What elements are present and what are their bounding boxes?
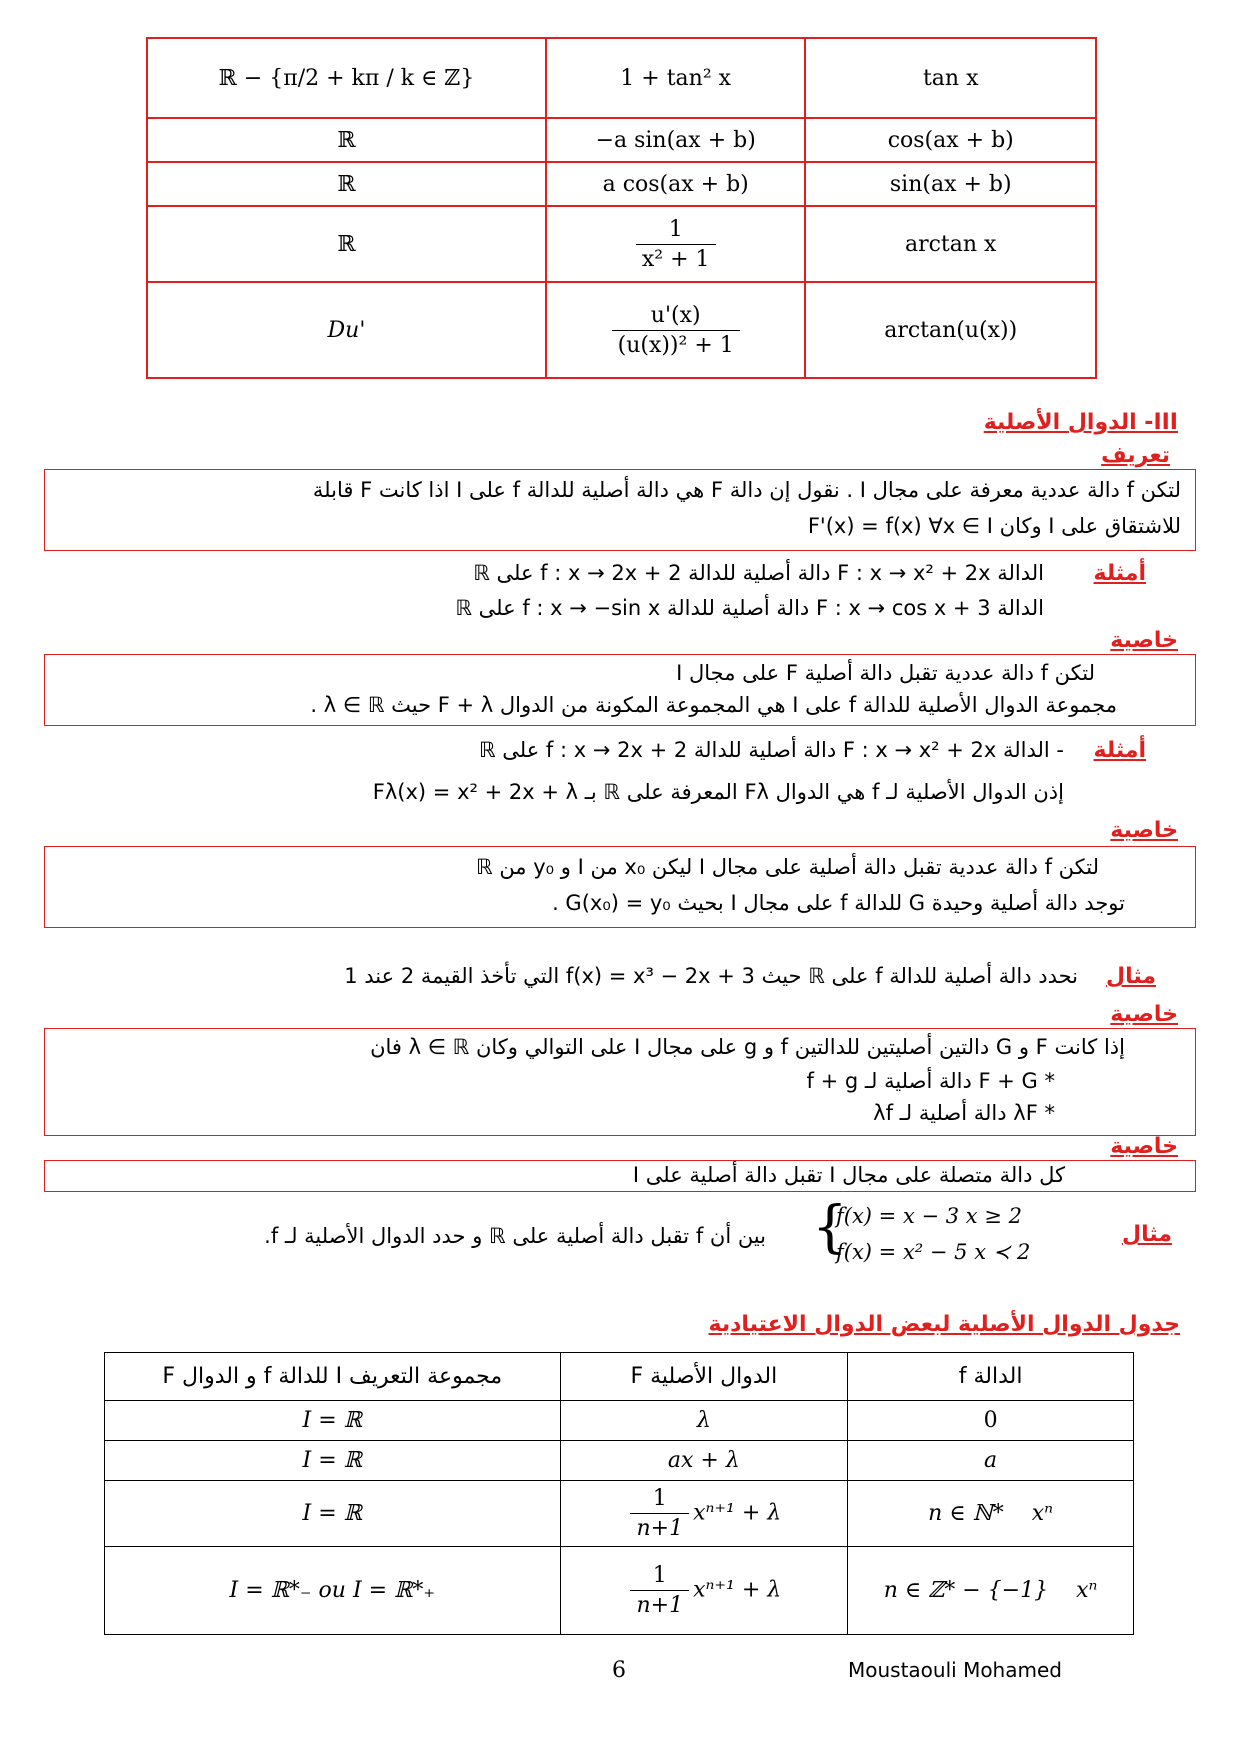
derivative-cell: 1 + tan² x [546, 38, 806, 118]
fraction: $\frac{u'(x)}{\text{(u(x))² + 1}}$ [612, 303, 740, 358]
table-row [105, 1547, 1134, 1635]
antiderivative-cell [560, 1547, 848, 1635]
function-condition: n ∈ ℕ* [928, 1501, 1004, 1526]
fraction: $\frac{1}{\text{x² + 1}}$ [636, 217, 716, 272]
system-case-1: f(x) = x − 3 x ≥ 2 [836, 1204, 1022, 1228]
derivative-cell: a cos(ax + b) [546, 162, 806, 206]
header-function: الدالة f [848, 1353, 1134, 1401]
table-row [147, 38, 1096, 118]
function-cell: tan x [805, 38, 1096, 118]
example-label: مثال [1122, 1222, 1172, 1247]
definition-line-2: للاشتقاق على I وكان F'(x) = f(x) ∀x ∈ I [807, 514, 1181, 538]
table-row [105, 1401, 1134, 1441]
property-line-3: * λF دالة أصلية لـ λf [873, 1101, 1055, 1125]
domain-cell: ℝ [147, 206, 546, 282]
function-cell: arctan(u(x)) [805, 282, 1096, 378]
antiderivative-cell: ax + λ [560, 1441, 848, 1481]
property-line-1: لتكن f دالة عددية تقبل دالة أصلية على مجال I ليكن x₀ من I و y₀ من ℝ [476, 855, 1099, 879]
function-cell [848, 1481, 1134, 1547]
domain-cell: I = ℝ*₋ ou I = ℝ*₊ [105, 1547, 561, 1635]
derivative-cell [546, 282, 806, 378]
function-cell [848, 1547, 1134, 1635]
function-cell: cos(ax + b) [805, 118, 1096, 162]
derivatives-table [146, 37, 1097, 379]
property-label: خاصية [1110, 818, 1178, 843]
antiderivative-rest: xⁿ⁺¹ + λ [693, 1577, 782, 1603]
example-line-2: إذن الدوال الأصلية لـ f هي الدوال Fλ المعرفة على ℝ بـ Fλ(x) = x² + 2x + λ [372, 780, 1064, 804]
definition-label: تعريف [1101, 443, 1170, 468]
function-condition: n ∈ ℤ* − {−1} [883, 1578, 1049, 1603]
author-name: Moustaouli Mohamed [848, 1658, 1062, 1682]
example-label: مثال [1106, 964, 1156, 989]
property-label: خاصية [1110, 628, 1178, 653]
property-box [44, 1028, 1196, 1136]
example-line-1: - الدالة F : x → x² + 2x دالة أصلية للدالة f : x → 2x + 2 على ℝ [478, 738, 1064, 762]
property-line-2: مجموعة الدوال الأصلية للدالة f على I هي المجموعة المكونة من الدوال F + λ حيث λ ∈ ℝ . [310, 693, 1117, 717]
derivative-cell [546, 206, 806, 282]
definition-line-1: لتكن f دالة عددية معرفة على مجال I . نقول إن دالة F هي دالة أصلية للدالة f على I اذا كانت F قابلة [312, 478, 1181, 502]
section-title: III- الدوال الأصلية [983, 410, 1178, 435]
definition-box [44, 469, 1196, 551]
table-row [147, 206, 1096, 282]
table-row [105, 1481, 1134, 1547]
property-line-2: توجد دالة أصلية وحيدة G للدالة f على مجال I بحيث G(x₀) = y₀ . [552, 891, 1125, 915]
function-cell: sin(ax + b) [805, 162, 1096, 206]
domain-cell: I = ℝ [105, 1481, 561, 1547]
antiderivative-rest: xⁿ⁺¹ + λ [693, 1500, 782, 1526]
property-label: خاصية [1110, 1002, 1178, 1027]
example-line-2: الدالة F : x → cos x + 3 دالة أصلية للدالة f : x → −sin x على ℝ [455, 596, 1044, 620]
table-row [105, 1441, 1134, 1481]
antiderivative-cell: λ [560, 1401, 848, 1441]
antiderivatives-table [104, 1352, 1134, 1635]
header-domain: مجموعة التعريف I للدالة f و الدوال F [105, 1353, 561, 1401]
header-antiderivative: الدوال الأصلية F [560, 1353, 848, 1401]
examples-label: أمثلة [1093, 738, 1146, 763]
function-expression: xⁿ [1031, 1501, 1054, 1526]
derivative-cell: −a sin(ax + b) [546, 118, 806, 162]
table-row [147, 118, 1096, 162]
table-row [147, 162, 1096, 206]
system-brace: { [812, 1195, 848, 1260]
function-cell: a [848, 1441, 1134, 1481]
property-box [44, 1160, 1196, 1192]
property-line-1: لتكن f دالة عددية تقبل دالة أصلية F على مجال I [676, 661, 1095, 685]
example-text: بين أن f تقبل دالة أصلية على ℝ و حدد الدوال الأصلية لـ f. [264, 1224, 766, 1248]
property-line-2: * F + G دالة أصلية لـ f + g [806, 1069, 1055, 1093]
table-title: جدول الدوال الأصلية لبعض الدوال الاعتيادية [708, 1312, 1180, 1337]
example-line: نحدد دالة أصلية للدالة f على ℝ حيث f(x) = x³ − 2x + 3 التي تأخذ القيمة 2 عند 1 [344, 964, 1078, 988]
domain-cell: I = ℝ [105, 1401, 561, 1441]
examples-label: أمثلة [1093, 561, 1146, 586]
page-number: 6 [612, 1658, 626, 1683]
property-line-1: إذا كانت F و G دالتين أصليتين للدالتين f و g على مجال I على التوالي وكان λ ∈ ℝ فان [370, 1035, 1125, 1059]
property-label: خاصية [1110, 1134, 1178, 1159]
fraction: $\frac{1}{n+1}$ [630, 1563, 689, 1618]
antiderivative-cell [560, 1481, 848, 1547]
table-row [147, 282, 1096, 378]
table-header-row [105, 1353, 1134, 1401]
function-cell: arctan x [805, 206, 1096, 282]
domain-cell: ℝ − {π/2 + kπ / k ∈ ℤ} [147, 38, 546, 118]
fraction: $\frac{1}{n+1}$ [630, 1486, 689, 1541]
domain-cell: ℝ [147, 162, 546, 206]
property-box [44, 654, 1196, 726]
domain-cell: ℝ [147, 118, 546, 162]
property-line-1: كل دالة متصلة على مجال I تقبل دالة أصلية على I [632, 1163, 1065, 1187]
domain-cell: Du' [147, 282, 546, 378]
system-case-2: f(x) = x² − 5 x ≺ 2 [836, 1240, 1031, 1264]
property-box [44, 846, 1196, 928]
function-cell: 0 [848, 1401, 1134, 1441]
domain-cell: I = ℝ [105, 1441, 561, 1481]
example-line-1: الدالة F : x → x² + 2x دالة أصلية للدالة f : x → 2x + 2 على ℝ [473, 561, 1044, 585]
function-expression: xⁿ [1076, 1578, 1098, 1603]
